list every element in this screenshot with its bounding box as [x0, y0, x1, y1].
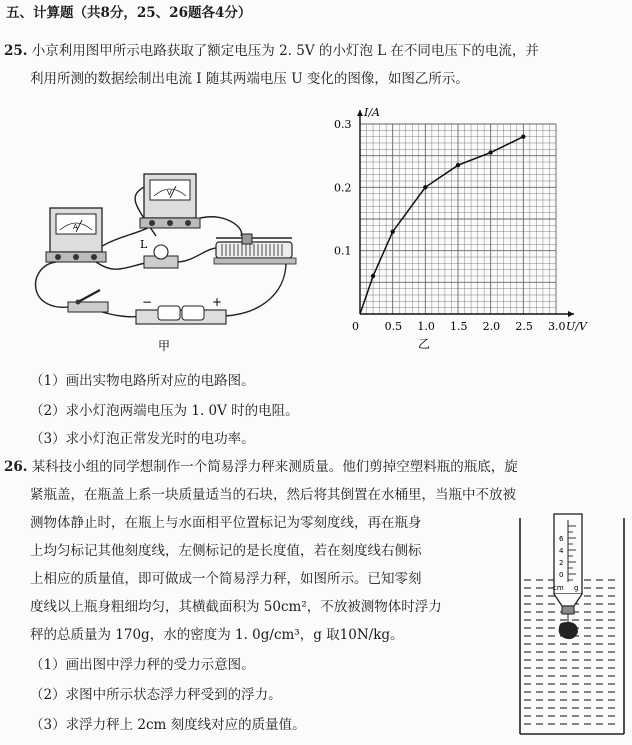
q25-sub2: （2）求小灯泡两端电压为 1. 0V 时的电阻。: [30, 403, 299, 419]
stone: [559, 622, 578, 639]
x-tick-label: 1.0: [417, 320, 435, 333]
y-axis-arrow: [357, 110, 363, 116]
q26-line3: 测物体静止时，在瓶上与水面相平位置标记为零刻度线，再在瓶身: [30, 515, 422, 531]
svg-text:V: V: [167, 189, 172, 197]
q26-sub3: （3）求浮力秤上 2cm 刻度线对应的质量值。: [30, 717, 306, 733]
svg-text:−: −: [142, 295, 153, 309]
svg-text:A: A: [73, 223, 78, 231]
q26-text-line1: 某科技小组的同学想制作一个简易浮力秤来测质量。他们剪掉空塑料瓶的瓶底，旋: [31, 459, 518, 475]
unit-g: g: [574, 584, 579, 592]
x-tick-label: 2.0: [482, 320, 501, 333]
x-axis-label: U/V: [566, 320, 587, 333]
x-tick-label: 0.5: [384, 320, 403, 333]
switch: [68, 290, 108, 312]
iu-chart: [326, 104, 616, 352]
fig-left-label: 甲: [158, 339, 171, 352]
x-tick-label: 1.5: [450, 320, 468, 333]
unit-cm: cm: [553, 584, 564, 592]
q25-number: 25.: [4, 43, 28, 59]
buoyancy-scale-figure: [516, 506, 628, 740]
q26-number: 26.: [4, 459, 28, 475]
q25-line1: [4, 42, 539, 60]
battery: [136, 295, 226, 324]
scale-tick-0: 0: [559, 571, 564, 579]
svg-text:+: +: [212, 295, 223, 309]
data-point: [488, 150, 492, 154]
q26-line1: [4, 458, 518, 476]
ammeter: [46, 208, 106, 262]
scale-tick-2: 2: [559, 559, 564, 567]
q26-line6: 度线以上瓶身粗细均匀，其横截面积为 50cm²，不放被测物体时浮力: [30, 599, 442, 615]
voltmeter: [140, 174, 200, 228]
x-axis-arrow: [568, 311, 574, 317]
q25-line2: 利用所测的数据绘制出电流 I 随其两端电压 U 变化的图像，如图乙所示。: [30, 71, 469, 87]
y-tick-label: 0.3: [334, 118, 352, 131]
x-tick-label: 3.0: [548, 320, 566, 333]
y-tick-label: 0.2: [334, 181, 352, 195]
q26-line5: 上相应的质量值，即可做成一个简易浮力秤，如图所示。已知零刻: [30, 571, 422, 587]
data-point: [371, 274, 375, 278]
rheostat: [214, 234, 296, 264]
fig-right-label: 乙: [418, 337, 431, 351]
data-point: [456, 163, 460, 167]
x-tick-label: 2.5: [515, 320, 533, 333]
q25-text-line1: 小京利用图甲所示电路获取了额定电压为 2. 5V 的小灯泡 L 在不同电压下的电流，并: [31, 43, 539, 59]
circuit-figure: [16, 166, 316, 352]
q26-line7: 秤的总质量为 170g，水的密度为 1. 0g/cm³，g 取10N/kg。: [30, 627, 404, 643]
data-point: [423, 185, 427, 189]
q26-sub1: （1）画出图中浮力秤的受力示意图。: [30, 657, 255, 673]
y-tick-label: 0.1: [334, 244, 352, 258]
lamp: [140, 238, 178, 268]
section-title: 五、计算题（共8分，25、26题各4分）: [6, 5, 252, 21]
q25-sub3: （3）求小灯泡正常发光时的电功率。: [30, 431, 255, 447]
data-point: [390, 229, 394, 233]
data-point: [521, 134, 525, 138]
y-axis-label: I/A: [364, 106, 380, 119]
q25-sub1: （1）画出实物电路所对应的电路图。: [30, 373, 255, 389]
x-tick-label: 0: [352, 320, 359, 333]
lamp-label: L: [140, 238, 148, 251]
scale-tick-6: 6: [559, 535, 564, 543]
scale-tick-4: 4: [559, 547, 564, 555]
q26-sub2: （2）求图中所示状态浮力秤受到的浮力。: [30, 687, 282, 703]
q26-line2: 紧瓶盖，在瓶盖上系一块质量适当的石块，然后将其倒置在水桶里，当瓶中不放被: [30, 487, 516, 503]
q26-line4: 上均匀标记其他刻度线，左侧标记的是长度值，若在刻度线右侧标: [30, 543, 422, 559]
